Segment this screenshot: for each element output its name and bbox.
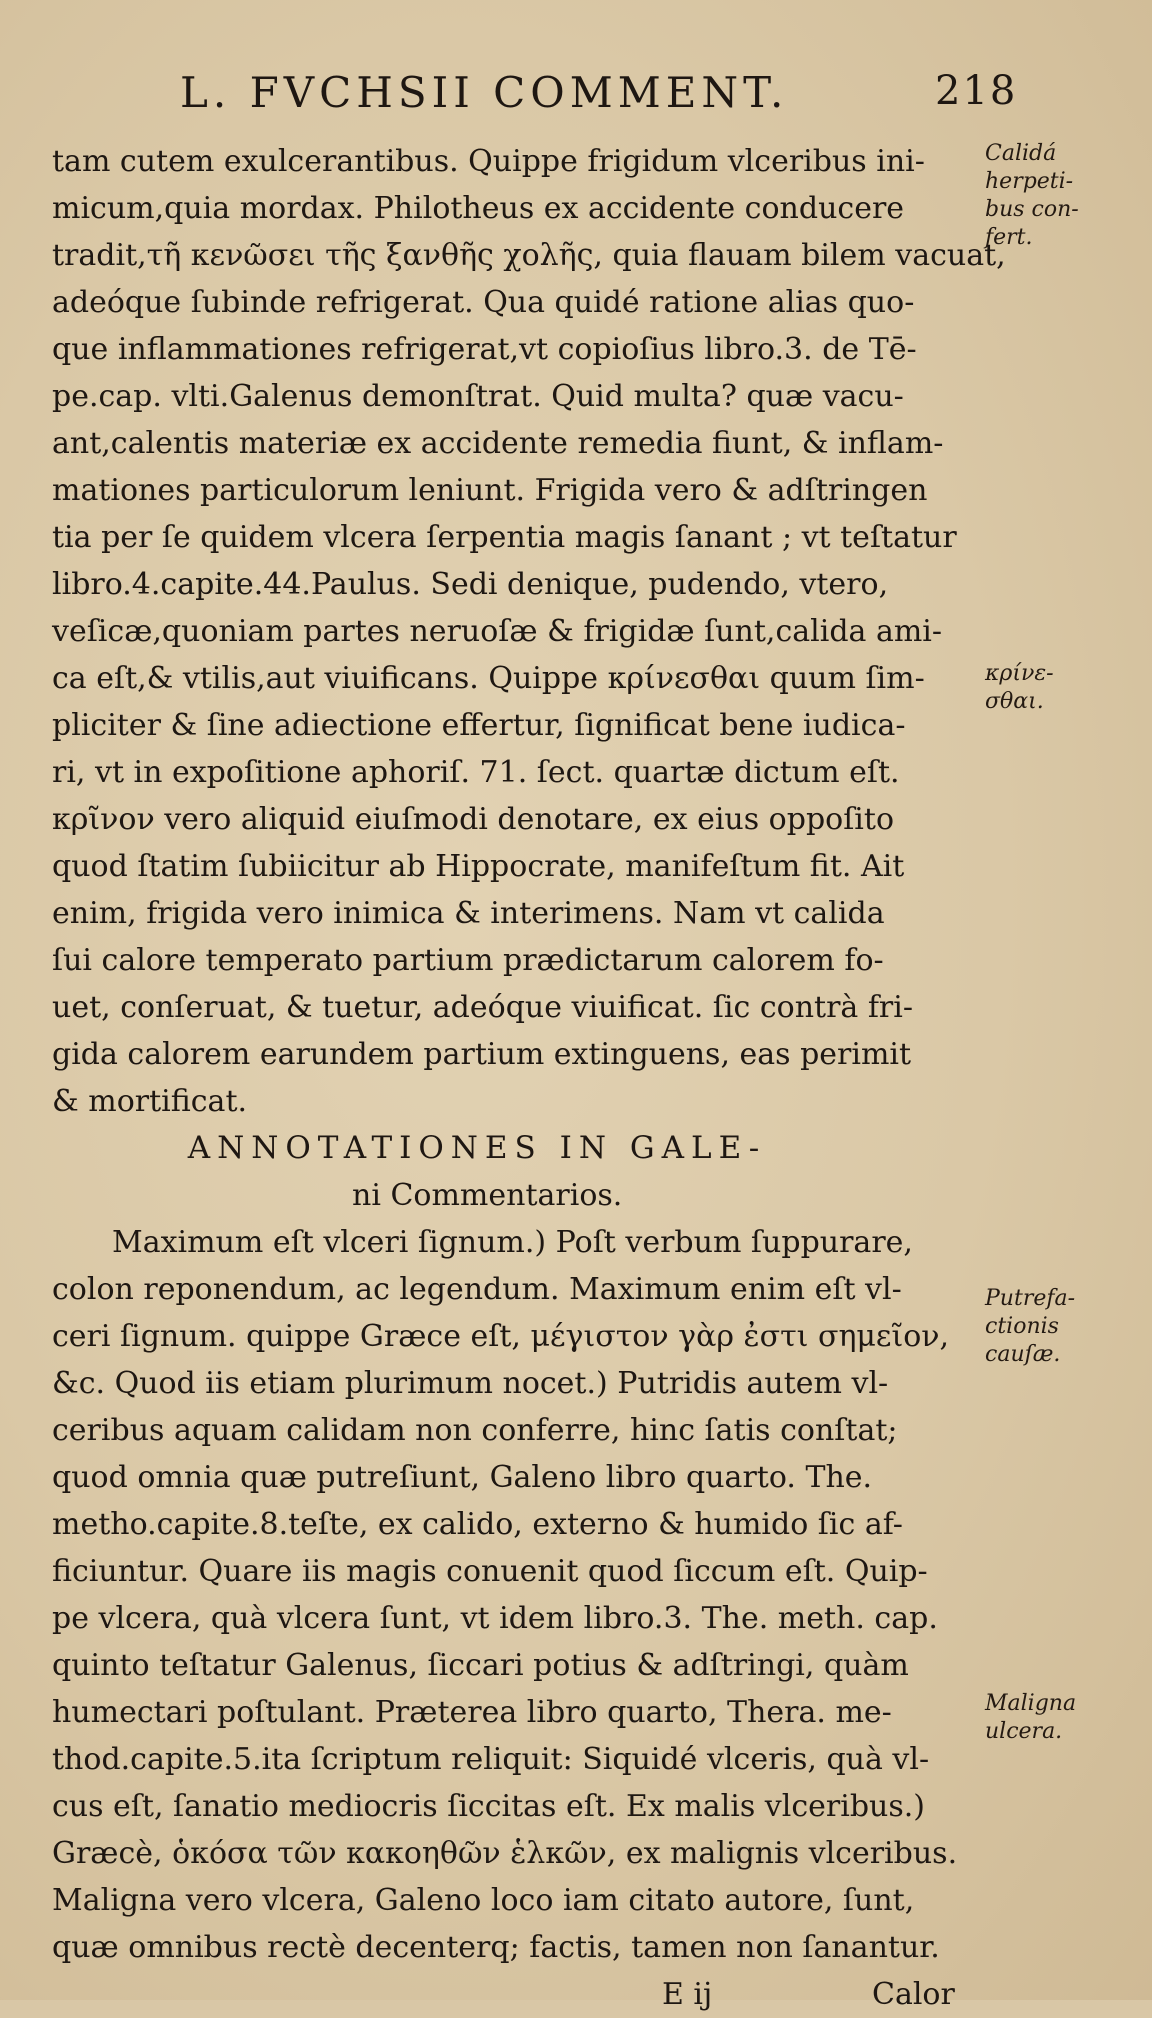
- margin-note-putrefactionis: [985, 1285, 1075, 1369]
- annotation-line: ficiuntur. Quare iis magis conuenit quod ſiccum eſt. Quip-: [52, 1554, 928, 1589]
- annotation-line: ceri ſignum. quippe Græce eſt, μέγιστον γὰρ ἐστι σημεῖον,: [52, 1319, 950, 1354]
- page-footer-line: [52, 1971, 982, 2018]
- annotation-line: Græcè, ὁκόσα τῶν κακοηθῶν ἑλκῶν, ex malignis vlceribus.: [52, 1836, 958, 1871]
- margin-note-line: ulcera.: [985, 1719, 1063, 1744]
- margin-note-krinesthai: [985, 660, 1054, 716]
- signature-mark: E ij: [662, 1977, 713, 2012]
- margin-note-line: herpeti-: [985, 169, 1074, 194]
- text-line: pliciter & ſine adiectione effertur, ſignificat bene iudica-: [52, 708, 906, 743]
- annotation-line: quod omnia quæ putreſiunt, Galeno libro quarto. The.: [52, 1460, 873, 1495]
- text-line: uet, conſeruat, & tuetur, adeóque viuificat. ſic contrà fri-: [52, 990, 914, 1025]
- margin-note-line: σθαι.: [985, 689, 1044, 714]
- margin-note-line: κρίνε-: [985, 661, 1054, 686]
- margin-note-line: Maligna: [985, 1691, 1077, 1716]
- text-line: ant,calentis materiæ ex accidente remedia fiunt, & inflam-: [52, 426, 944, 461]
- margin-note-line: Calidá: [985, 141, 1057, 166]
- annotation-line: pe vlcera, quà vlcera ſunt, vt idem libro.3. The. meth. cap.: [52, 1601, 938, 1636]
- text-line: micum,quia mordax. Philotheus ex accidente conducere: [52, 191, 905, 226]
- margin-note-line: Putrefa-: [985, 1286, 1076, 1311]
- text-line: quod ſtatim ſubiicitur ab Hippocrate, manifeſtum fit. Ait: [52, 849, 905, 884]
- text-line: adeóque ſubinde refrigerat. Qua quidé ratione alias quo-: [52, 285, 915, 320]
- text-line: gida calorem earundem partium extinguens, eas perimit: [52, 1037, 912, 1072]
- annotation-line: Maligna vero vlcera, Galeno loco iam citato autore, ſunt,: [52, 1883, 915, 1918]
- annotation-line: Maximum eſt vlceri ſignum.) Poſt verbum ſuppurare,: [112, 1225, 913, 1260]
- text-line: ſui calore temperato partium prædictarum calorem fo-: [52, 943, 884, 978]
- catchword: Calor: [872, 1977, 955, 2012]
- annotation-line: quinto teſtatur Galenus, ſiccari potius & adſtringi, quàm: [52, 1648, 909, 1683]
- main-text-block: [52, 138, 1006, 2018]
- text-line: ri, vt in expoſitione aphoriſ. 71. ſect. quartæ dictum eſt.: [52, 755, 900, 790]
- text-line: mationes particulorum leniunt. Frigida vero & adſtringen: [52, 473, 928, 508]
- section-subheading: ni Commentarios.: [352, 1178, 623, 1213]
- running-title: L. FVCHSII COMMENT.: [180, 68, 789, 117]
- text-line: tia per ſe quidem vlcera ſerpentia magis ſanant ; vt teſtatur: [52, 520, 957, 555]
- margin-note-line: cauſæ.: [985, 1342, 1061, 1367]
- annotation-line: &c. Quod iis etiam plurimum nocet.) Putridis autem vl-: [52, 1366, 889, 1401]
- text-line: tam cutem exulcerantibus. Quippe frigidum vlceribus ini-: [52, 144, 925, 179]
- margin-note-line: fert.: [985, 225, 1033, 250]
- running-head: [0, 68, 1152, 128]
- text-line: & mortificat.: [52, 1084, 248, 1119]
- annotation-line: colon reponendum, ac legendum. Maximum enim eſt vl-: [52, 1272, 902, 1307]
- annotation-line: quæ omnibus rectè decenterq; factis, tamen non ſanantur.: [52, 1930, 940, 1965]
- margin-note-line: ctionis: [985, 1314, 1059, 1339]
- text-line: κρῖνον vero aliquid eiuſmodi denotare, ex eius oppoſito: [52, 802, 895, 837]
- annotation-line: cus eſt, ſanatio mediocris ſiccitas eſt. Ex malis vlceribus.): [52, 1789, 925, 1824]
- text-line: tradit,τῆ κενῶσει τῆς ξανθῆς χολῆς, quia flauam bilem vacuat,: [52, 238, 1006, 273]
- folio-number: 218: [935, 68, 1018, 114]
- text-line: que inflammationes refrigerat,vt copioſius libro.3. de Tē-: [52, 332, 917, 367]
- margin-note-calida: [985, 140, 1079, 252]
- annotation-line: ceribus aquam calidam non conferre, hinc ſatis conſtat;: [52, 1413, 898, 1448]
- annotation-line: metho.capite.8.teſte, ex calido, externo & humido ſic af-: [52, 1507, 903, 1542]
- annotation-line: thod.capite.5.ita ſcriptum reliquit: Siquidé vlceris, quà vl-: [52, 1742, 930, 1777]
- margin-note-line: bus con-: [985, 197, 1079, 222]
- section-heading: ANNOTATIONES IN GALE-: [187, 1130, 767, 1166]
- text-line: libro.4.capite.44.Paulus. Sedi denique, pudendo, vtero,: [52, 567, 889, 602]
- text-line: pe.cap. vlti.Galenus demonſtrat. Quid multa? quæ vacu-: [52, 379, 904, 414]
- text-line: ca eſt,& vtilis,aut viuificans. Quippe κρίνεσθαι quum ſim-: [52, 661, 925, 696]
- margin-note-maligna: [985, 1690, 1076, 1746]
- text-line: enim, frigida vero inimica & interimens. Nam vt calida: [52, 896, 885, 931]
- annotation-line: humectari poſtulant. Præterea libro quarto, Thera. me-: [52, 1695, 892, 1730]
- text-line: veſicæ,quoniam partes neruoſæ & frigidæ ſunt,calida ami-: [52, 614, 943, 649]
